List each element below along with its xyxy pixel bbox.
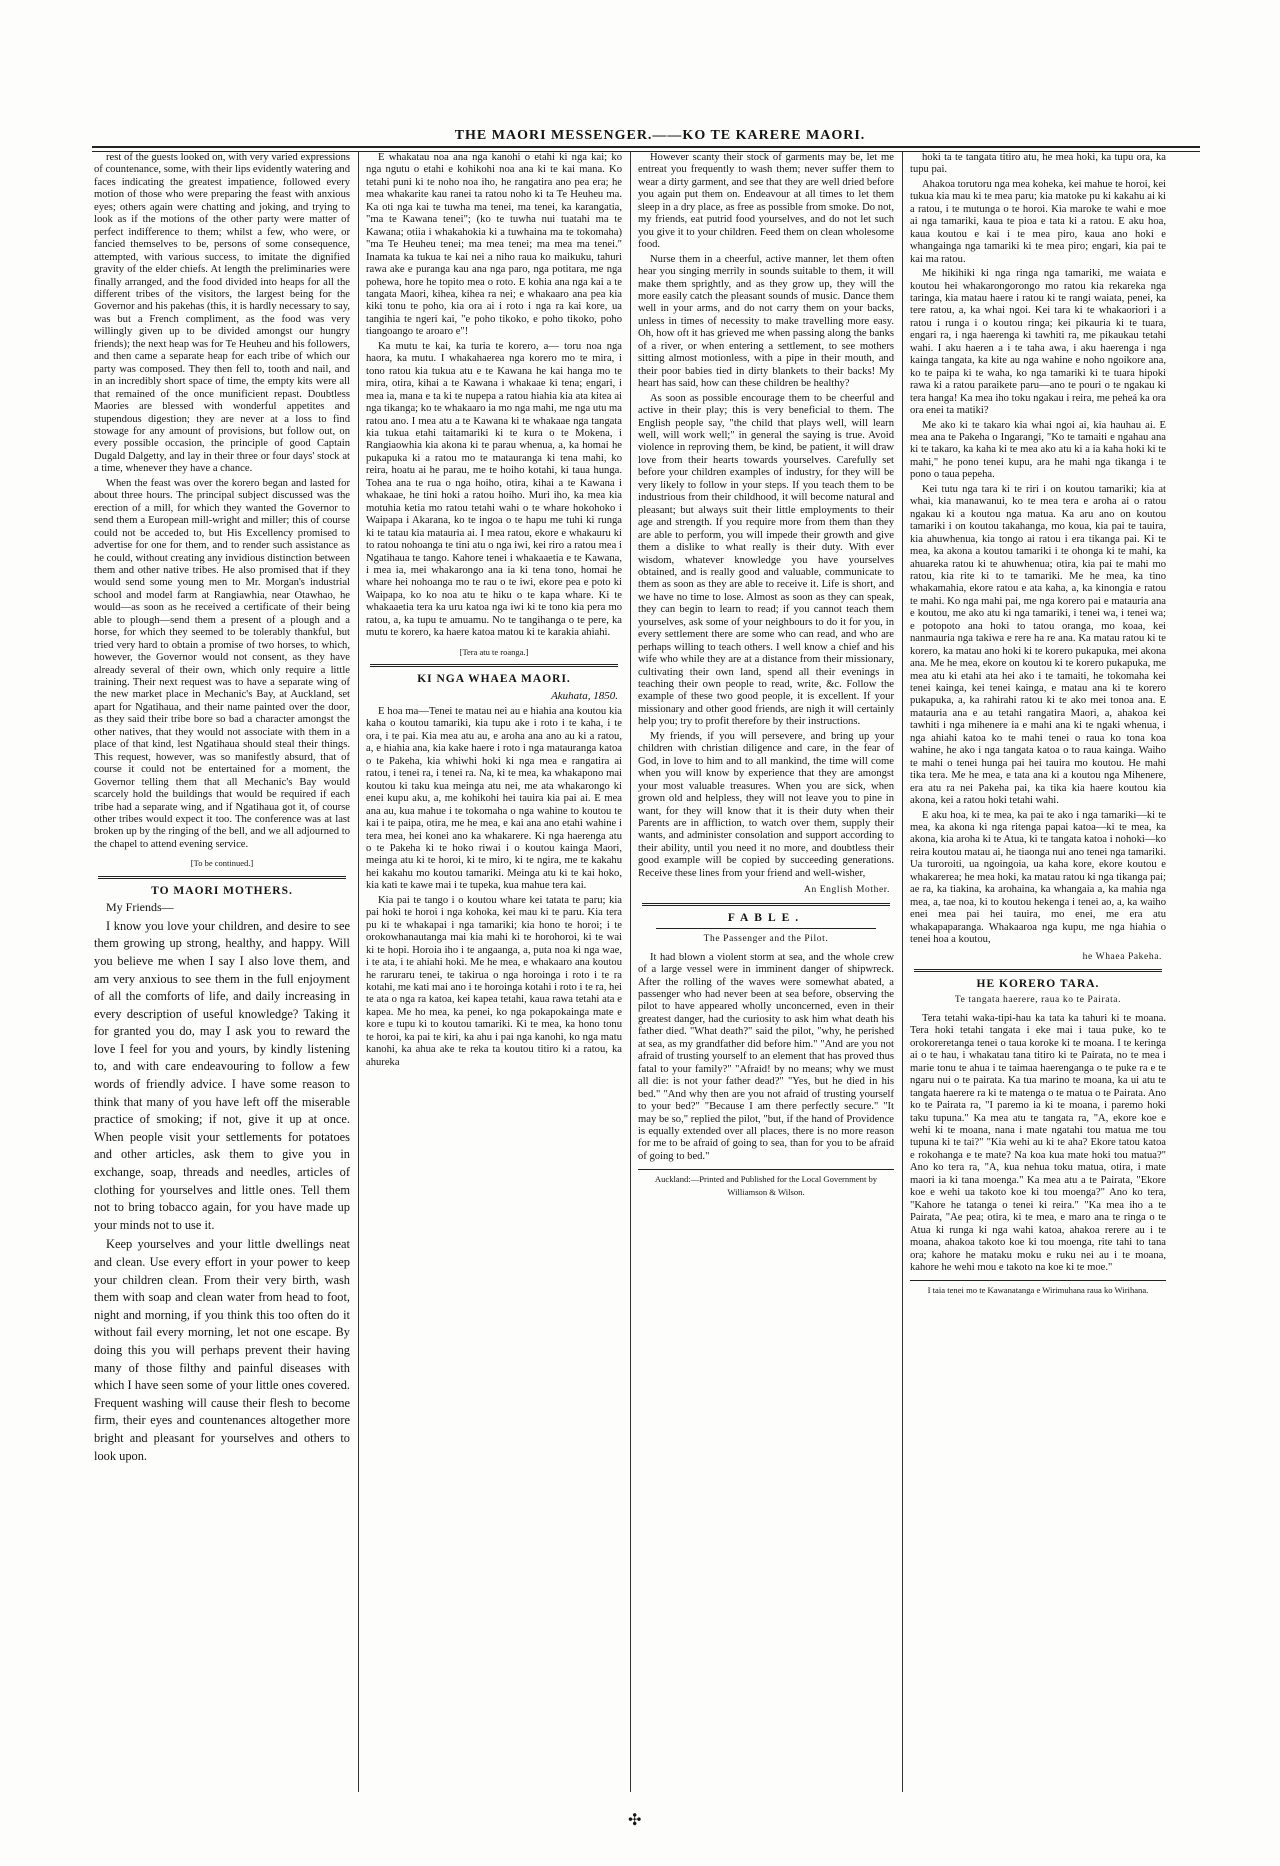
imprint: I taia tenei mo te Kawanatanga e Wirimuhana raua ko Wirihana.: [910, 1280, 1166, 1296]
story-title: Te tangata haerere, raua ko te Pairata.: [954, 995, 1122, 1006]
section-divider: [914, 969, 1162, 972]
letter-paragraph: Me ako ki te takaro kia whai ngoi ai, kia hauhau ai. E mea ana te Pakeha o Ingarangi, "Ko te tamaiti e ngahau ana ki te takaro, ka kaha ki te mea ako atu ki a ia kaha hoki ki te mahi," he pono tenei kupu, ara he mahi nga tikanga i te pono o taua pepeha.: [910, 419, 1166, 481]
letter-paragraph: Kei tutu nga tara ki te riri i on koutou tamariki; kia at whai, kia manawanui, ko te mea tera e aroha ai o ratou ngakau ki a koutou nga matua. Ka aru ano on koutou tamariki i on koutou takahanga, mo koua, kia pai te tauira, kia ahuwhenua, kia tongo ai ratou i era tikanga pai. Ki te mea, ka akona a koutou tamariki i te ohonga ki te mahi, ka ahuareka ratou ki te ahuwhenua; otira, kia pai te mahi mo ratou, kia rite ki to te tamariki. Me he mea, ka tino whakamahia, ekore ratou e ata kaha, a, ka kinongia e ratou te mahi. Ko nga mahi pai, me nga korero pai e matauria ana e koutou, me ako atu ki nga tamariki, i tenei wa, i tenei wa; e potopoto ana hoki to tatou oranga, mo koaa, kei nanmauria nga takiwa e rere ha re ana. Ka matau ratou ki te korero, ka matau ano hoki ki te korero pukapuka, mei akona ana. Me he mea, ekore on koutou ki te korero pukapuka, me mea atu ki etahi ata hei ako i te tamaiti, he tokomaha kei tenei kainga, kei tenei kainga, e matau ana ki te korero pukapuka, a, ka rahirahi ratou ki te ako mei tonoa ana. E matauria ana e au tetahi rangatira Maori, a, ahakoa kei tawhiti i nga mihenere ia e mahi ana ki te ngaki whenua, i nga ahiahi katoa ko te mahi tenei o raua ko tona koa wahine, he ako i nga tangata katoa o to raua kainga. Waiho te mahi o tenei hunga pai hei tauira mo koutou. He mahi tika tera. Me he mea, e tata ana ki a koutou nga Mihenere, era atu ra nei Pakeha pai, ka tika kia haere koutou kia akona, kei a ratou hoki tetahi wahi.: [910, 483, 1166, 807]
printer-ornament-icon: ✣: [628, 1812, 642, 1829]
letter-paragraph: My friends, if you will persevere, and bring up your children with christian diligence and care, in the fear of God, in love to him and to all mankind, the time will come when you will know by experience that they are amongst your most valuable treasures. When you are sick, when grown old and helpless, they will not leave you to pine in want, for they will know that it is their duty when their Parents are in affliction, to watch over them, supply their wants, and administer consolation and support according to their ability, until you need it no more, and doubtless their good example will be copied by succeeding generations. Receive these lines from your friend and well-wisher,: [638, 730, 894, 879]
imprint: Auckland:—Printed and Published for the Local Government by Williamson & Wilson.: [638, 1169, 894, 1198]
article-paragraph: rest of the guests looked on, with very varied expressions of countenance, some, with their lips evidently watering and faces indicating the greatest impatience, followed every motion of those who were preparing the feast with anxious eyes; others again were chatting and joking, and trying to look as if the motions of the other party were matter of perfect indifference to them; whilst a few, who were, or fancied themselves to be, persons of some consequence, attempted, with various success, to imitate the dignified gravity of the elder chiefs. At length the preliminaries were finally arranged, and the food divided into heaps for all the different tribes of the visitors, the largest being for the Governor and his pakehas (this, it is hardly necessary to say, was but a French compliment, as the food was very willingly given up to be divided amongst our hungry friends); the next heap was for Te Heuheu and his followers, and then came a separate heap for each tribe of which our party was composed. They then fell to, tooth and nail, and in an incredibly short space of time, the empty kits were all that remained of the once munificient repast. Doubtless Maories are blessed with wonderful appetites and stupendous digestion; they are never at a loss to find stowage for any amount of provisions, but follow out, on every possible occasion, the principle of good Captain Dugald Dalgetty, and lay in their three or four days' stock at a time, whenever they have a chance.: [94, 152, 350, 475]
salutation: My Friends—: [106, 900, 174, 915]
letter-heading: KI NGA WHAEA MAORI.: [417, 673, 571, 686]
letter-paragraph: hoki ta te tangata titiro atu, he mea hoki, ka tupu ora, ka tupu pai.: [910, 152, 1166, 176]
letter-paragraph: I know you love your children, and desire to see them growing up strong, healthy, and happy. Will you believe me when I say I also love them, and am very anxious to see them in the full enjoyment of all the comforts of life, and daily increasing in every description of useful knowledge? Taking it for granted you do, may I ask you to reward the love I feel for you and yours, by kindly listening to, and with care endeavouring to follow a few words of friendly advice. I have some reason to think that many of you have left off the miserable practice of smoking; if not, give it up at once. When people visit your settlements for potatoes and other articles, ask them to give you in exchange, soap, threads and needles, articles of clothing for yourselves and little ones. Tell them not to bring tobacco again, for you have made up your minds not to use it.: [94, 918, 350, 1232]
signature: An English Mother.: [803, 885, 890, 896]
letter-paragraph: E hoa ma—Tenei te matau nei au e hiahia ana koutou kia kaha o koutou tamariki, kia tupu ake i roto i te kaha, i te ora, i te pai. Kia mea atu au, e aroha ana ano au ki a ratou, a, e hiahia ana, kia kake haere i roto i nga matauranga katoa o te Pakeha, kia whiwhi hoki ki nga mea e rangatira ai ratou, i tenei ra, i tenei ra. Na, ki te mea, ka whakapono mai koutou ki taku kua meinga atu nei, me ata whakarongo ki enei kupu aku, a, me kohikohi hei tauira kia pai ai. E mea ana au, kua mahue i te tokomaha o nga wahine to koutou te kai i te paipa, otira, me he mea, e kai ana ano etahi wahine i tera mea, hei konei ano ka whakarere. Ki nga haerenga atu o te Pakeha ki te hoko riwai i o koutou kainga Maori, meinga atu ki te horoi, ki te miro, ki te ngira, me te kakahu hei kakahu mo koutou tamariki. Meinga atu ki te kai hoko, kia kati te kawe mai i te tupeka, kua mahue tera kai.: [366, 706, 622, 892]
letter-paragraph: Keep yourselves and your little dwellings neat and clean. Use every effort in your power to keep your children clean. From their very birth, wash them with soap and clean water from head to foot, night and morning, if you think this too often do it without fail every morning, let not one escape. By doing this you will perhaps prevent their having many of those filthy and painful diseases with which I have seen some of your little ones covered. Frequent washing will cause their flesh to become firm, their eyes and countenances altogether more bright and pleasant for yourselves and others to look upon.: [94, 1237, 350, 1463]
letter-paragraph: Ahakoa torutoru nga mea koheka, kei mahue te horoi, kei tukua kia mau ki te mea paru; kia matoke pu ki kakahu ai ki a ratou, i te mutunga o te horoi. Kia maroke te wahi e moe ai nga tamariki, kaua te pioa e tata ki a ratou. E aku hoa, kaua koutou e kai i te mea piro, kaua ano hoki e whangainga nga tamariki ki te mea piro; engari, kia pai te kai ma ratou.: [910, 178, 1166, 265]
letter-paragraph: Me hikihiki ki nga ringa nga tamariki, me waiata e koutou hei whakarongorongo mo ratou kia rekareka nga taringa, kia matau haere i ratou ki te rangi waiata, penei, ka tere ratou, a, ka whai ngoi. Kei tara ki te whakaoriori i a ratou i runga i o koutou ringa; kei pikauria ki te tuara, engari ra, i nga haerenga ki tawhiti ra, me pikaukau tetahi wahi. I aku haeren a i te taha awa, i aku haerenga i nga kainga tangata, ka kite au nga wahine e noho ngoikore ana, ko te paipa ki te waha, ko nga tamariki ki te tuara hipoki rawa ki a ratou paraikete paru—ano te pouri o te ngakau ki tera hanga! Ka mea iho toku ngakau i reira, me peheá ka ora ora enei ta matiki?: [910, 268, 1166, 417]
column-rule: [358, 152, 359, 1792]
column-4: [910, 152, 1166, 1792]
letter-paragraph: Nurse them in a cheerful, active manner, let them often hear you singing merrily in sounds suitable to them, it will make them sprightly, and as they grow up, they will the more easily catch the pleasant sounds of music. Dance them well in your arms, and do not carry them on your backs, unless in times of necessity to make travelling more easy. Oh, how oft it has grieved me when passing along the banks of a river, or when entering a settlement, to see mothers sitting almost motionless, with a pipe in their mouth, and their poor babies tied in dirty blankets to their backs! My heart has said, how can these children be healthy?: [638, 253, 894, 390]
article-paragraph: Ka mutu te kai, ka turia te korero, a— toru noa nga haora, ka mutu. I whakahaerea nga korero mo te mira, i tono ratou kia tukua atu e te Kawana he kai hanga mo te mira, otira, kihai a te Kawana i whakaae ki tena; engari, i mea ia, mana e ta ki te nupepa a ratou hiahia kia ata kitea ai nga tikanga; ko te whakaaro ia mo nga mahi, me nga utu ma ratou ano. I mea atu a te Kawana ki te whakaae nga tangata kia tukua etahi taitamariki ki te kura o te Mokena, i Rangiaowhia kia akona ki te parau whenua, a, ka homai he pukapuka ki a ratou mo te matauranga ki tena mahi, ko reira, hoatu ai he parau, me te hoiho kotahi, ki taua hunga. Tohea ana te rua o nga hoiho, otira, kihai a te Kawana i whakaae, he tini hoki a ratou hoiho. Muri iho, ka mea kia motuhia ketia mo ratou tetahi wahi o te whare hokohoko i Waipapa i Akarana, ko te ingoa o te hapu me tuhi ki runga ki te tatau kia matauria ai. I mea ratou, ekore e whakauru ki to ratou nohoanga te tini atu o nga iwi, kei riro a ratou mea i Ngatihaua te tango. Kahore tenei i whakaaetia e te Kawana, i mea ia, mei whakarongo ana ia ki tena tono, homai he whare hei nohoanga mo te rau o te iwi, ekore pea e poto ki Waipapa, ko ko noa atu te hiku o te kapa whare. Ki te whakaaetia tera ka uru katoa nga iwi ki te tono kia pera mo ratou, a, ka tupu te amuamu. No te tangihanga o te pere, ka mutu te korero, ka haere katoa matou ki te karakia ahiahi.: [366, 340, 622, 639]
story-heading: HE KORERO TARA.: [976, 978, 1100, 990]
column-rule: [630, 152, 631, 1792]
story-paragraph: Tera tetahi waka-tipi-hau ka tata ka tahuri ki te moana. Tera hoki tetahi tangata i eke mai i taua puke, ko te orokoreretanga tenei o taua koroke ki te moana. I te keringa ai o te hau, i whakatau tana titiro ki te Pairata, no te mea i marie tonu te ahua i te taimaa haerenganga o te puke ra e te ngaru nui o te pairata. Ka tua marino te moana, ka ui atu te tangata haerere ra ki te matenga o te matua o te Pairata. Ano ko te Pairata ra, "I paremo ia ki te moana, i paremo hoki taku tupuna." Ka mea atu te tangata ra, "A, ekore koe e wehi ki te moana, nana i mate ngatahi tou matua me tou tupuna ki te tai?" "Kia wehi au ki te aha? Ekore tatou katoa e rokohanga e te mate? Na koa kua mate hoki tou matua?" Ano ko tera ra, "A, kua nehua toku matua, otira, i mate maori ia ki tana moenga." Ka mea atu a te Pairata, "Ekore koe e wehi ua takoto koe ki tou moenga?" Ano ko tera, "Kahore he tatanga o tenei ki reira." "Ka mea iho a te Pairata, "Ae pea; otira, ki te mea, e maro ana te ringa o te Atua ki runga ki nga wahi katoa, ahakoa rerere au i te moana, ahakoa takoto koe ki tou moenga, rite tahi to tana ora; kahore he mataku moku e ruku nei au i te moana, kahore he wehi mou e takoto na koe ki te moe.": [910, 1012, 1166, 1273]
signature: he Whaea Pakeha.: [1082, 951, 1162, 962]
letter-paragraph: E aku hoa, ki te mea, ka pai te ako i nga tamariki—ki te mea, ka akona ki nga ritenga papai katoa—ki te mea, ka akona, kia aroha ki te Atua, ki te tangata katoa i nohoki—ko reira koutou matau ai, he tiaonga nui ano tenei nga tamariki. Ua turoroiti, ua ngoingoia, ua kaha kore, ekore koutou e whakarerea; he mea hoki, ka matau ratou ki nga tikanga pai; ae ra, ka tiakina, ka arohaina, ka whangaia a, ka mahia nga mea, a, tae noa, ki to koutou hekenga i tenei ao, a, ka waiho enei mea pai hei tauira, mo enei, me era atu whakapaparanga. Whakaaroa nga kupu, me nga hiahia o tenei hoa a koutou,: [910, 809, 1166, 946]
letter-paragraph: Kia pai te tango i o koutou whare kei tatata te paru; kia pai hoki te horoi i nga kohoka, kei mau ki te paru. Kia tera pu ki te whakapai i nga tamariki; kia hono te horoi; i te orokowhanautanga mai kia mahi ki te horohoroi, ki te wai ki te hopi. Horoia iho i te angaanga, a, puta noa ki nga wae, i te ata, i te ahiahi hoki. Me he mea, e whakaaro ana koutou he raruraru tenei, te takirua o nga horoinga i roto i te ra kotahi, me kati mai ano i te horoinga kotahi i roto i te ra, hei te ata o nga ra katoa, kei kapea tetahi, kaua rawa tetahi ata e kapea. Me ho mea, ka penei, ko nga pokapokainga mate e kore e tupu ki to koutou tamariki. Ki te mea, ka hono tonu te horoi, ka pai te kiri, ka ahu i pai nga kanohi, ko nga matu kanohi, ka ahua ake te reka ta koutou titiro ki a ratou, ka ahureka: [366, 894, 622, 1068]
section-divider: [642, 903, 890, 906]
fable-title: The Passenger and the Pilot.: [703, 934, 829, 945]
fable-heading: FABLE.: [727, 911, 805, 924]
article-paragraph: E whakatau noa ana nga kanohi o etahi ki nga kai; ko nga ngutu o etahi e kohikohi noa ana ki te kai mana. Ko tetahi puni ki te noho noa iho, he rangatira ano pea era; he mea whakarite kau ranei ta ratou noho ki ta Te Heuheu ma. Ka oti nga kai te tuwha ma tenei, ma tenei, ka karangatia, "ma te Kawana tenei"; (ko te tuwha nui tuatahi ma te Kawana; otiia i whakahokia ki a tuwhaina ma te tokomaha) "ma Te Heuheu tenei; ma mea tenei; ma mea ma tenei." Inamata ka tukua te kai nei a niho raua ko maikuku, tahuri rawa ake e puranga kau ana nga paro, nga potitara, me nga pohewa, hore he topito mea o roto. E kohia ana nga kai a te tangata Maori, kihea, kihea ra nei; e whakaaro ana pea kia kiki tonu te poho, kia ora ai i roto i nga ra kai kore, ua tangihia te ngeri kai, "e poho tikoko, e poho tikoko, poho tiangoango te aroaro e"!: [366, 152, 622, 338]
column-rule: [902, 152, 903, 1792]
letter-paragraph: As soon as possible encourage them to be cheerful and active in their play; this is very beneficial to them. The English people say, "the child that plays well, will learn well, will work well;" in general the saying is true. Avoid violence in reproving them, be kind, be patient, it will draw love from their hearts towards yourselves. Carefully set before your children examples of industry, for they will be very likely to follow in your steps. If you teach them to be industrious from their childhood, it will become natural and pleasant; but always suit their little employments to their age and strength. If you require more from them than they are able to perform, you will impede their growth and give them a dislike to what really is their duty. With ever wisdom, whatever knowledge you have yourselves obtained, and is really good and valuable, communicate to them as soon as they are able to receive it. Life is short, and we have no time to lose. Almost as soon as they can speak, they can begin to learn to read; if you cannot teach them yourselves, ask some of your neighbours to do it for you, in every settlement there are some who can read, and who are perhaps willing to teach others. I well know a chief and his wife who while they are at a distance from their missionary, cultivating their own land, spend all their evenings in teaching their own people to read, write, &c. Follow the example of these two good people, it is excellent. If your missionary and other good friends, are nigh it will certainly help you; try to profit therefore by their instructions.: [638, 392, 894, 728]
section-divider: [370, 664, 618, 667]
continuation-note: [To be continued.]: [190, 858, 254, 869]
section-divider: [98, 876, 346, 879]
article-paragraph: When the feast was over the korero began and lasted for about three hours. The principal subject discussed was the erection of a mill, for which they wanted the Governor to send them a European mill-wright and miller; this of course could not be acceded to, but His Excellency promised to advertise for one for them, and to render such assistance as he could, without creating any invidious distinction between them and other native tribes. He also promised that if they would send some young men to Mr. Morgan's industrial school and model farm at Rangiawhia, near Otawhao, he would—as soon as he received a certificate of their being able to plough—send them a present of a plough and a horse, for which they seemed to be tolerably thankful, but tried very hard to obtain a promise of two horses, to which, however, the Governor would not consent, as they have already several of their own, which only require a little training. Their next request was to have a separate wing of the new market place in Mechanic's Bay, at Auckland, set apart for Ngatihaua, and their name painted over the door, as they said their tribe bore so bad a character amongst the other natives, that they would not associate with them in a place of that kind, lest Ngatihaua should steal their things. This request, however, was so manifestly absurd, that of course it could not be entertained for a moment, the Governor telling them that all Mechanic's Bay would scarcely hold the buildings that would be required if each tribe had a separate wing, and if Ngatihaua got it, of course other tribes would expect it too. The conference was at last broken up by the ringing of the bell, and we all adjourned to the chapel to attend evening service.: [94, 477, 350, 850]
dateline: Akuhata, 1850.: [551, 689, 618, 702]
continuation-note: [Tera atu te roanga.]: [459, 646, 529, 657]
fable-paragraph: It had blown a violent storm at sea, and the whole crew of a large vessel were in imminent danger of shipwreck. After the rolling of the waves were somewhat abated, a passenger who had never been at sea before, observing the pilot to have appeared wholly unconcerned, even in their greatest danger, had the curiosity to ask him what death his father died. "What death?" said the pilot, "why, he perished at sea, as my grandfather did before him." "And are you not afraid of trusting yourself to an element that has proved thus fatal to your family?" "Afraid! by no means; why we must all die: is not your father dead?" "Yes, but he died in his bed." "And why then are you not afraid of trusting yourself to your bed?" "Because I am there perfectly secure." "It may be so," replied the pilot, "but, if the hand of Providence is equally extended over all places, there is no more reason for me to be afraid of going to sea, than for you to be afraid of going to bed.": [638, 951, 894, 1162]
running-head: THE MAORI MESSENGER.——KO TE KARERE MAORI.: [454, 128, 866, 143]
rule: [656, 928, 876, 929]
column-1: [94, 152, 350, 1792]
letter-paragraph: However scanty their stock of garments may be, let me entreat you frequently to wash them; never suffer them to wear a dirty garment, and see that they are well dried before you again put them on. Endeavour at all times to let them sleep in a dry place, as free as possible from smoke. Do not, my friends, eat putrid food yourselves, and do not let such you give it to your children. Feed them on clean wholesome food.: [638, 152, 894, 251]
column-3: [638, 152, 894, 1792]
column-2: [366, 152, 622, 1792]
letter-heading: TO MAORI MOTHERS.: [151, 884, 293, 897]
